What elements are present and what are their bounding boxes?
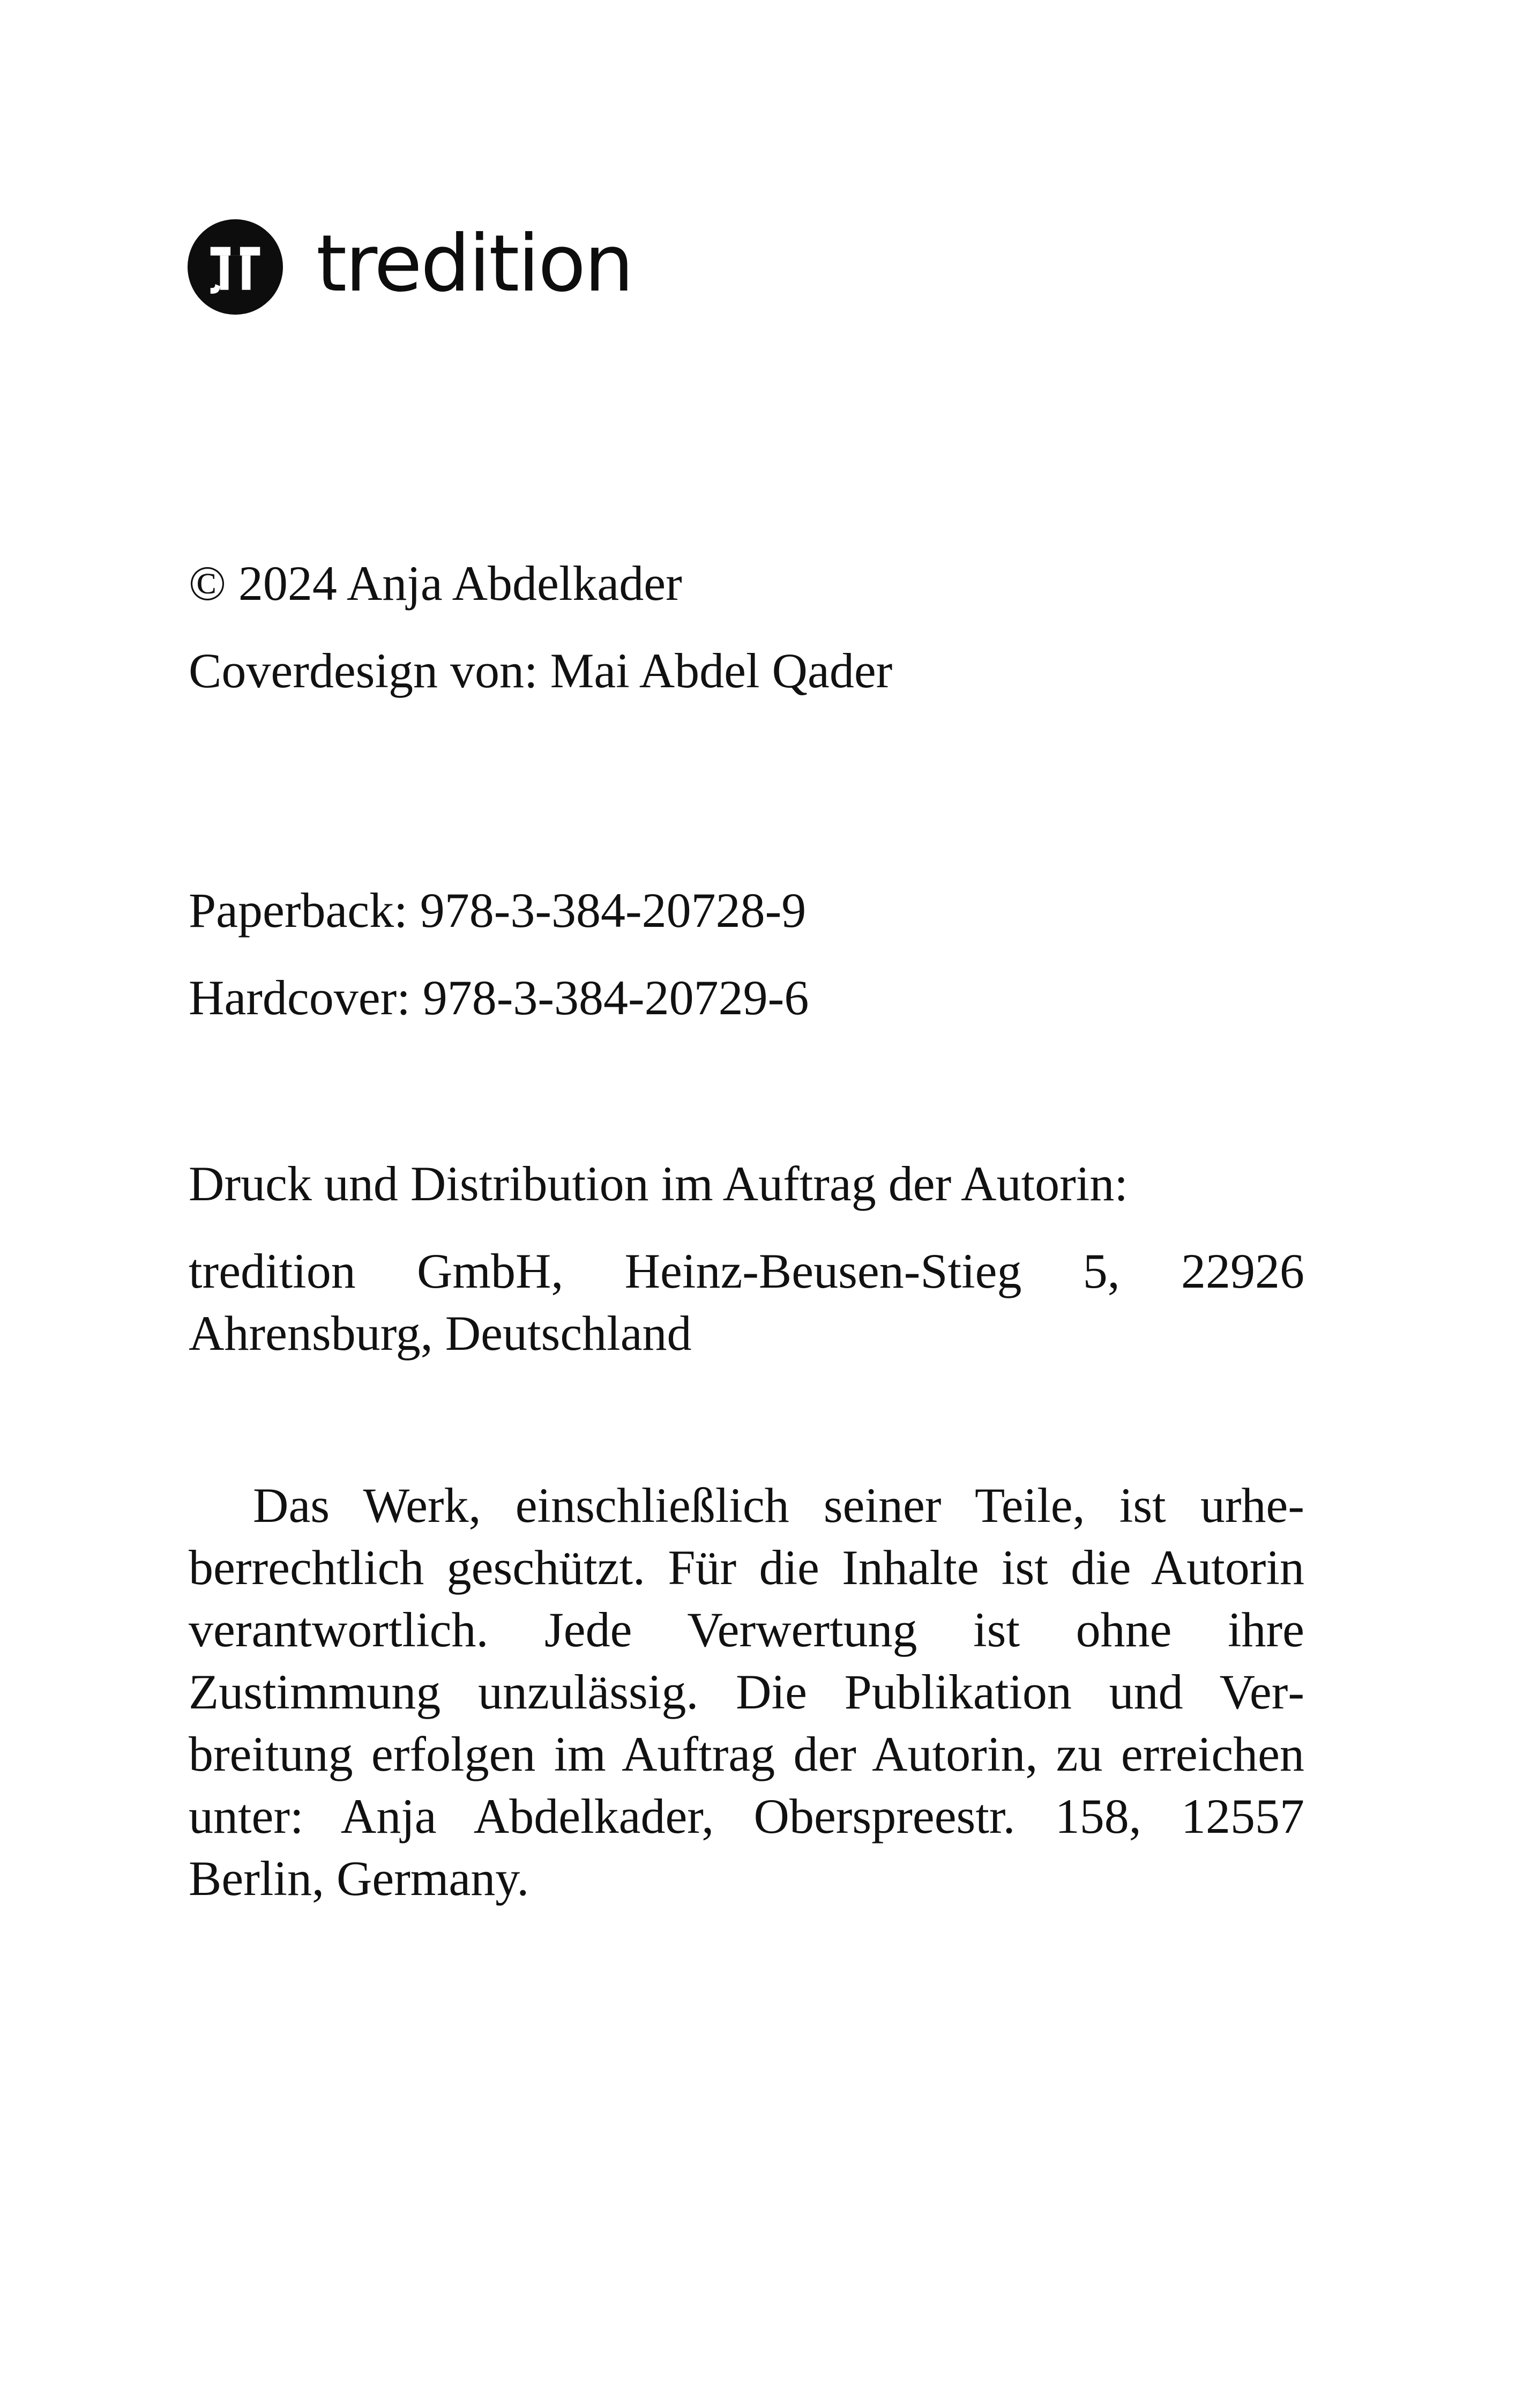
publisher-name: tredition bbox=[316, 218, 632, 309]
tredition-logo-icon bbox=[188, 219, 283, 315]
hardcover-isbn: Hardcover: 978-3-384-20729-6 bbox=[189, 970, 809, 1025]
copyright-section bbox=[189, 552, 1304, 702]
isbn-section bbox=[189, 879, 1304, 1029]
legal-notice-paragraph: Das Werk, einschließlich seiner Teile, ist urheberrechtlich geschützt. Für die Inhalte ist die Autorin verantwortlich. Jede Verwertung ist ohne ihre Zustimmung unzulässig. Die Publikation und Verbreitung erfolgen im Auftrag der Autorin, zu erreichen unter: Anja Abdelkader, Oberspreestr. 158, 12557 Berlin, Germany. bbox=[189, 1478, 1304, 1906]
copyright-line: © 2024 Anja Abdelkader bbox=[189, 556, 682, 611]
printer-address: tredition GmbH, Heinz-Beusen-Stieg 5, 22926 Ahrensburg, Deutschland bbox=[189, 1244, 1304, 1361]
printer-heading: Druck und Distribution im Auftrag der Autorin: bbox=[189, 1156, 1128, 1211]
printer-section bbox=[189, 1153, 1304, 1364]
paperback-isbn: Paperback: 978-3-384-20728-9 bbox=[189, 883, 807, 938]
publisher-logo bbox=[188, 219, 632, 315]
cover-design-credit: Coverdesign von: Mai Abdel Qader bbox=[189, 643, 893, 698]
legal-notice-section bbox=[189, 1474, 1304, 1909]
